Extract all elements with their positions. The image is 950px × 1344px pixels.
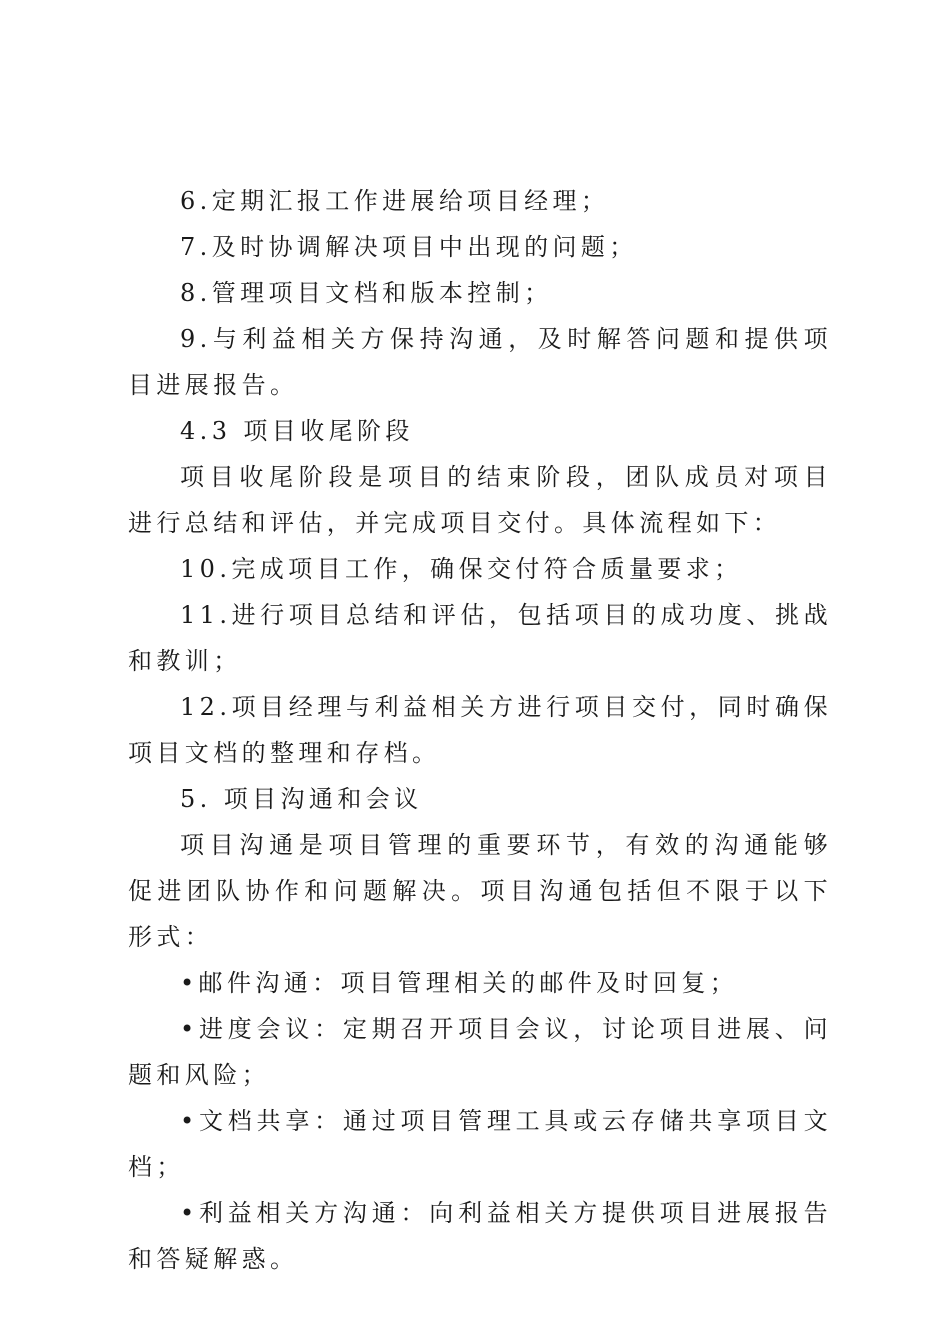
bullet-stakeholder: •利益相关方沟通：向利益相关方提供项目进展报告和答疑解惑。 bbox=[128, 1199, 832, 1273]
section-heading-4-3: 4.3 项目收尾阶段 bbox=[180, 417, 414, 445]
section-heading-5: 5. 项目沟通和会议 bbox=[180, 785, 423, 813]
list-item-10: 10.完成项目工作，确保交付符合质量要求； bbox=[180, 555, 743, 583]
list-item-6: 6.定期汇报工作进展给项目经理； bbox=[180, 187, 610, 215]
bullet-email: •邮件沟通：项目管理相关的邮件及时回复； bbox=[180, 969, 739, 997]
closing-phase-intro: 项目收尾阶段是项目的结束阶段，团队成员对项目进行总结和评估，并完成项目交付。具体流程如下： bbox=[128, 463, 832, 537]
list-item-9: 9.与利益相关方保持沟通，及时解答问题和提供项目进展报告。 bbox=[128, 325, 832, 399]
list-item-8: 8.管理项目文档和版本控制； bbox=[180, 279, 553, 307]
list-item-7: 7.及时协调解决项目中出现的问题； bbox=[180, 233, 638, 261]
communication-intro: 项目沟通是项目管理的重要环节，有效的沟通能够促进团队协作和问题解决。项目沟通包括但不限于以下形式： bbox=[128, 831, 832, 951]
list-item-11: 11.进行项目总结和评估，包括项目的成功度、挑战和教训； bbox=[128, 601, 832, 675]
document-body bbox=[128, 178, 832, 1282]
bullet-doc-sharing: •文档共享：通过项目管理工具或云存储共享项目文档； bbox=[128, 1107, 832, 1181]
list-item-12: 12.项目经理与利益相关方进行项目交付，同时确保项目文档的整理和存档。 bbox=[128, 693, 832, 767]
bullet-meeting: •进度会议：定期召开项目会议，讨论项目进展、问题和风险； bbox=[128, 1015, 832, 1089]
